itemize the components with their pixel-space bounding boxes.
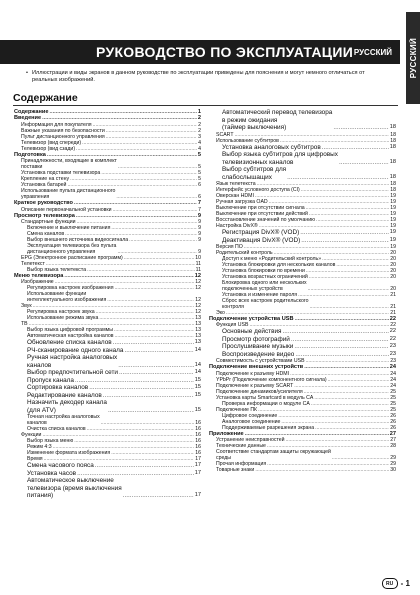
toc-entry-title: Принадлежности, входящие в комплект поставки [21,158,117,171]
toc-entry-title: Функции [21,432,42,439]
toc-entry-title: Установка карты Smartcard в модуль CA [216,394,314,401]
toc-left-column [14,109,201,500]
toc-entry-title: Установка аналоговых субтитров [222,143,321,151]
toc-leader-dots [295,351,388,359]
toc-entry-page: 18 [390,131,396,138]
toc-entry-page: 12 [195,309,201,316]
toc-entry-page: 26 [390,418,396,425]
toc-entry-page: 4 [198,145,201,152]
toc-entry-page: 13 [195,321,201,328]
toc-entry-page: 2 [198,127,201,134]
toc-entry-title: Выбор языка цифровой программы [27,327,113,334]
toc-entry-title: SCART [216,131,234,138]
toc-leader-dots [103,392,194,400]
toc-entry-title: Автоматический перевод телевизора в режим ожидания (таймер выключения) [222,109,333,131]
toc-entry[interactable] [14,291,201,303]
toc-leader-dots [123,492,194,500]
toc-entry-title: Краткое руководство [14,200,73,207]
toc-entry-page: 24 [390,370,396,377]
toc-entry-page: 11 [195,261,201,268]
toc-entry-page: 4 [198,139,201,146]
toc-entry[interactable] [14,377,201,385]
toc-entry-title: Смена часового пояса [27,462,94,470]
toc-entry-page: 13 [194,339,201,346]
toc-entry-title: Назначить декодер канала (для ATV) [27,399,107,414]
toc-entry-page: 19 [389,236,396,243]
toc-entry-page: 5 [198,170,201,177]
toc-entry[interactable] [209,280,396,292]
toc-entry[interactable] [14,339,201,347]
toc-entry-title: Оверскан HDMI [216,193,254,199]
toc-entry-page: 25 [390,400,396,407]
toc-entry-page: 20 [390,286,396,292]
toc-entry-title: Смена каналов [27,231,65,238]
toc-entry-page: 12 [195,297,201,304]
toc-leader-dots [255,467,389,473]
toc-entry[interactable] [14,470,201,478]
toc-entry-page: 25 [390,388,396,395]
toc-entry-title: Установка блокировки для нескольких каналов [222,262,336,268]
toc-entry-page: 9 [198,225,201,232]
toc-entry-title: Подключение динамиков/усилителя [216,388,303,395]
toc-entry-page: 16 [195,426,201,433]
toc-entry[interactable] [209,336,396,344]
toc-entry-page: 19 [390,217,396,223]
page-footer [382,578,410,589]
toc-entry-title: Выбор внешнего источника видеосигнала [27,237,129,244]
bullet-icon: • [26,70,28,76]
toc-entry-page: 18 [390,181,396,187]
toc-entry-title: Деактивация DivX® (VOD) [222,236,301,244]
toc-entry-page: 17 [194,462,201,469]
side-tab-label: РУССКИЙ [408,37,418,79]
toc-entry-title: Выключение при отсутствии сигнала [216,205,305,211]
toc-entry-page: 11 [195,267,201,274]
toc-leader-dots [129,237,197,243]
toc-entry-page: 20 [390,274,396,280]
toc-entry-title: Установка и изменение пароля [222,292,298,298]
toc-entry-title: Просмотр телевизора [14,212,75,219]
toc-leader-dots [115,285,195,291]
toc-entry-title: Интерфейс условного доступа (CI) [216,187,300,193]
toc-entry-page: 2 [197,115,201,122]
toc-entry-title: Прослушивание музыки [222,343,294,351]
toc-entry-title: EPG (Электронное расписание программ) [21,255,123,262]
toc-leader-dots [300,229,389,237]
toc-entry[interactable] [209,343,396,351]
toc-entry-page: 17 [195,456,201,463]
toc-entry-page: 15 [194,391,201,398]
toc-entry-title: Установка часов [27,469,77,477]
toc-entry-title: Телетекст [21,261,45,268]
toc-entry-title: Использование режима звука [27,315,99,322]
toc-leader-dots [339,159,389,167]
toc-entry-title: Воспроизведение видео [222,350,295,358]
manual-header-bar [0,40,400,64]
toc-entry-title: Включение и выключение питания [27,225,111,232]
toc-entry-title: Товарные знаки [216,467,255,474]
note-text: Иллюстрации и виды экранов в данном руководстве по эксплуатации приведены для пояснения и могут немного отличаться от реальных изображений. [32,70,365,83]
toc-entry-title: Основные действия [222,328,282,336]
toc-entry-page: 16 [195,450,201,457]
toc-entry-title: Доступ к меню «Родительский контроль» [222,256,322,262]
toc-entry-page: 16 [195,438,201,445]
toc-leader-dots [283,328,389,336]
toc-entry-page: 7 [198,206,201,213]
language-logo-icon: RU [382,578,398,589]
toc-entry-title: Выбор языка телетекста [27,267,87,274]
toc-leader-dots [333,124,388,132]
toc-entry-page: 30 [390,467,396,474]
toc-entry-page: 6 [198,194,201,201]
toc-entry-page: 15 [194,384,201,391]
toc-entry-page: 21 [390,310,396,316]
toc-entry[interactable] [209,328,396,336]
toc-entry-page: 13 [195,315,201,322]
toc-entry-title: ТВ [21,321,28,328]
toc-entry-page: 12 [194,273,201,280]
toc-entry-title: РЧ-сканирование одного канала [27,346,124,354]
toc-entry-title: Прочая информация [216,461,267,468]
toc-entry-title: Важные указания по безопасности [21,127,105,134]
toc-leader-dots [124,347,193,355]
toc-entry[interactable] [14,477,201,500]
toc-entry-page: 18 [389,124,396,130]
toc-entry-title: Использование функции интеллектуального изображения [27,291,107,304]
toc-entry-title: Выбор субтитров для слабослышащих [222,166,287,181]
toc-entry-title: Телевизор (вид сзади) [21,145,76,152]
toc-leader-dots [108,407,194,415]
toc-entry-title: Описание первоначальной установки [21,206,112,213]
toc-entry-page: 22 [389,328,396,335]
toc-entry-title: Устранение неисправностей [216,437,285,444]
toc-entry-page: 18 [389,173,396,180]
toc-entry-page: 19 [389,229,396,235]
toc-entry-title: Аналоговое соединение [222,418,281,425]
toc-entry-page: 21 [390,292,396,298]
toc-entry-page: 20 [390,256,396,262]
toc-entry-page: 15 [194,406,201,413]
toc-entry-page: 24 [390,376,396,383]
toc-entry-page: 14 [194,346,201,353]
toc-entry-page: 13 [195,333,201,340]
toc-entry-title: Язык телетекста [216,181,256,187]
toc-entry-title: Подключение устройства USB [209,316,294,322]
toc-entry-page: 24 [389,364,396,371]
toc-entry-title: Эко [216,310,225,316]
toc-entry-title: Регулировка настроек звука [27,309,95,316]
toc-entry-page: 25 [390,406,396,413]
toc-leader-dots [298,292,389,298]
toc-entry-title: Ручная загрузка OAD [216,199,268,205]
toc-entry-title: Установка подставки телевизора [21,170,101,177]
toc-entry-page: 19 [390,193,396,199]
illustration-note [26,70,384,84]
toc-entry-title: Подключение к разъему SCART [216,382,294,389]
toc-entry-title: Совместимость с устройствами USB [216,358,305,365]
toc-entry-title: Поддерживаемые разрешения экрана [222,424,315,431]
toc-leader-dots [113,339,194,347]
toc-entry[interactable] [14,158,201,170]
toc-entry-page: 22 [390,322,396,329]
toc-entry-page: 9 [198,219,201,226]
toc-entry-page: 22 [389,316,396,322]
toc-entry-page: 23 [389,343,396,350]
toc-entry-page: 24 [390,382,396,389]
toc-entry-title: Версия ПО [216,244,243,250]
toc-entry-title: Введение [14,115,42,122]
toc-entry[interactable] [209,109,396,132]
toc-entry-page: 26 [390,424,396,431]
toc-leader-dots [75,377,194,385]
toc-entry-page: 25 [390,394,396,401]
toc-entry-page: 7 [197,200,201,207]
toc-entry-page: 14 [194,369,201,376]
toc-entry-title: Просмотр фотографий [222,335,290,343]
toc-entry-page: 5 [198,176,201,183]
toc-entry-page: 12 [195,303,201,310]
toc-entry-page: 23 [389,350,396,357]
toc-entry-page: 5 [198,164,201,171]
toc-entry-page: 12 [195,279,201,286]
toc-entry-title: Изображение [21,279,54,286]
toc-entry-page: 20 [390,262,396,268]
toc-entry[interactable] [14,243,201,255]
toc-entry-title: Редактирование каналов [27,391,102,399]
toc-entry-page: 9 [198,231,201,238]
toc-entry-page: 13 [195,327,201,334]
toc-entry-title: Обновление списка каналов [27,339,112,347]
toc-leader-dots [77,470,194,478]
toc-entry-page: 27 [390,437,396,444]
toc-leader-dots [119,369,194,377]
toc-entry-page: 18 [389,158,396,165]
toc-entry-page: 3 [198,133,201,140]
toc-entry[interactable] [209,144,396,152]
toc-entry-page: 29 [390,461,396,468]
toc-entry[interactable] [209,166,396,181]
toc-entry-page: 20 [390,250,396,256]
toc-entry-title: Приложение [209,430,244,437]
toc-entry-title: Звук [21,303,32,310]
toc-entry-page: 21 [390,304,396,310]
toc-entry-title: Подключение к разъему HDMI [216,370,290,377]
toc-entry-title: Выбор языка меню [27,438,74,445]
toc-entry-page: 15 [194,376,201,383]
toc-entry-title: Использование субтитров [216,137,279,144]
toc-entry-title: Ручная настройка аналоговых каналов [27,354,118,369]
toc-entry-page: 2 [198,121,201,128]
toc-entry-page: 26 [390,412,396,419]
toc-entry-title: Функция USB [216,322,249,329]
toc-leader-dots [287,174,389,182]
toc-entry-title: Пульт дистанционного управления [21,133,105,140]
toc-entry-page: 17 [194,492,201,499]
toc-entry-title: Крепление на стену [21,176,70,183]
language-side-tab [406,12,420,104]
toc-entry-page: 18 [390,187,396,193]
toc-entry[interactable] [209,237,396,245]
toc-entry-page: 19 [390,211,396,217]
toc-entry-title: Точная настройка аналоговых каналов [27,414,100,427]
toc-entry[interactable] [14,354,201,369]
toc-entry-title: Стандартные функции [21,219,76,226]
toc-entry[interactable] [209,151,396,166]
toc-entry-page: 27 [389,430,396,437]
toc-entry-page: 9 [197,212,201,219]
toc-entry[interactable] [14,414,201,426]
toc-right-column [209,109,396,473]
toc-entry[interactable] [14,399,201,414]
toc-entry-page: 19 [390,205,396,211]
page-title: РУКОВОДСТВО ПО ЭКСПЛУАТАЦИИ [96,44,354,60]
toc-entry-title: Установка блокировки по времени [222,268,305,274]
toc-leader-dots [322,144,389,152]
toc-entry-title: Информация для покупателя [21,121,92,128]
toc-entry-page: 18 [389,143,396,150]
toc-entry-page: 12 [195,285,201,292]
toc-entry-title: Установка батарей [21,182,67,189]
toc-leader-dots [95,462,194,470]
toc-entry[interactable] [209,449,396,461]
toc-entry-title: Сброс всех настроек родительского контроля [222,298,309,310]
toc-entry-page: 14 [194,361,201,368]
toc-entry-title: Блокировка одного или нескольких подключенных устройств [222,280,307,292]
toc-leader-dots [118,362,194,370]
toc-leader-dots [301,237,389,245]
toc-entry-title: Использование пульта дистанционного управления [21,188,116,201]
toc-entry-title: Регистрация DivX® (VOD) [222,229,300,236]
toc-entry-title: Автоматическое выключение телевизора (время выключения питания) [27,477,122,500]
toc-entry-title: Цифровое соединение [222,412,278,419]
toc-entry[interactable] [14,369,201,377]
toc-entry-page: 22 [389,335,396,342]
toc-entry[interactable] [14,462,201,470]
toc-entry-title: Установка возрастных ограничений [222,274,308,280]
section-divider [13,105,398,106]
toc-entry-page: 10 [195,255,201,262]
toc-entry-title: Подключение внешних устройств [209,364,304,371]
toc-leader-dots [309,274,389,280]
toc-leader-dots [294,343,388,351]
toc-entry-page: 6 [198,182,201,189]
toc-entry-page: 20 [390,268,396,274]
toc-entry-title: Восстановление значений по умолчанию [216,217,315,223]
toc-entry[interactable] [14,384,201,392]
toc-leader-dots [291,336,389,344]
toc-entry-title: Выбор предпочтительной сети [27,369,118,377]
toc-entry-title: Время [27,456,43,463]
toc-entry-title: Эксплуатация телевизора без пульта дистанционного управления [27,243,117,256]
toc-entry-page: 5 [197,151,201,158]
toc-entry-page: 23 [390,358,396,365]
toc-entry-title: Технические данные [216,443,266,450]
toc-entry-title: Сортировка каналов [27,384,89,392]
toc-entry-page: 1 [197,109,201,115]
toc-entry-page: 9 [198,249,201,256]
toc-entry-page: 19 [390,199,396,205]
toc-entry-page: 16 [195,432,201,439]
toc-entry-title: Проверка информации о модуле CA [222,400,310,407]
section-title: Содержание [13,92,78,104]
toc-entry[interactable] [14,188,201,200]
toc-leader-dots [89,384,194,392]
toc-entry-title: Очистка списка каналов [27,426,86,433]
toc-entry-title: Выключение при отсутствии действий [216,211,308,217]
toc-entry[interactable] [14,392,201,400]
language-label: РУССКИЙ [353,47,392,57]
toc-entry-title: Настройка DivX® [216,223,258,229]
toc-entry-title: Содержание [14,109,49,115]
toc-entry[interactable] [209,298,396,310]
toc-entry-title: Изменение формата изображения [27,450,111,457]
toc-entry[interactable] [209,229,396,237]
toc-entry-page: 9 [198,237,201,244]
toc-entry-page: 19 [390,244,396,250]
toc-entry-page: 19 [390,223,396,229]
toc-entry-page: 17 [194,469,201,476]
toc-entry-title: Родительский контроль [216,250,273,256]
toc-entry-page: 28 [390,443,396,450]
toc-entry-title: Подготовка [14,151,46,158]
toc-entry-title: Меню телевизора [14,273,64,280]
toc-entry-title: Регулировка настроек изображения [27,285,114,292]
toc-entry[interactable] [209,467,396,473]
toc-entry-title: Соответствие стандартам защиты окружающей среды [216,449,331,462]
toc-entry-title: Телевизор (вид спереди) [21,139,82,146]
toc-entry-title: Пропуск канала [27,376,74,384]
toc-entry-title: Автоматическая настройка каналов [27,333,114,340]
toc-entry-page: 16 [195,444,201,451]
page-number: - 1 [400,579,410,588]
toc-entry-title: Подключение ПК [216,406,258,413]
toc-entry-title: Выбор языка субтитров для цифровых телевизионных каналов [222,151,338,166]
toc-entry-title: YPbPr (Подключение компонентного сигнала) [216,376,327,383]
toc-entry-page: 16 [195,420,201,427]
toc-entry-page: 29 [390,455,396,462]
toc-entry-title: Режим 4:3 [27,444,52,451]
toc-entry-page: 18 [390,137,396,144]
